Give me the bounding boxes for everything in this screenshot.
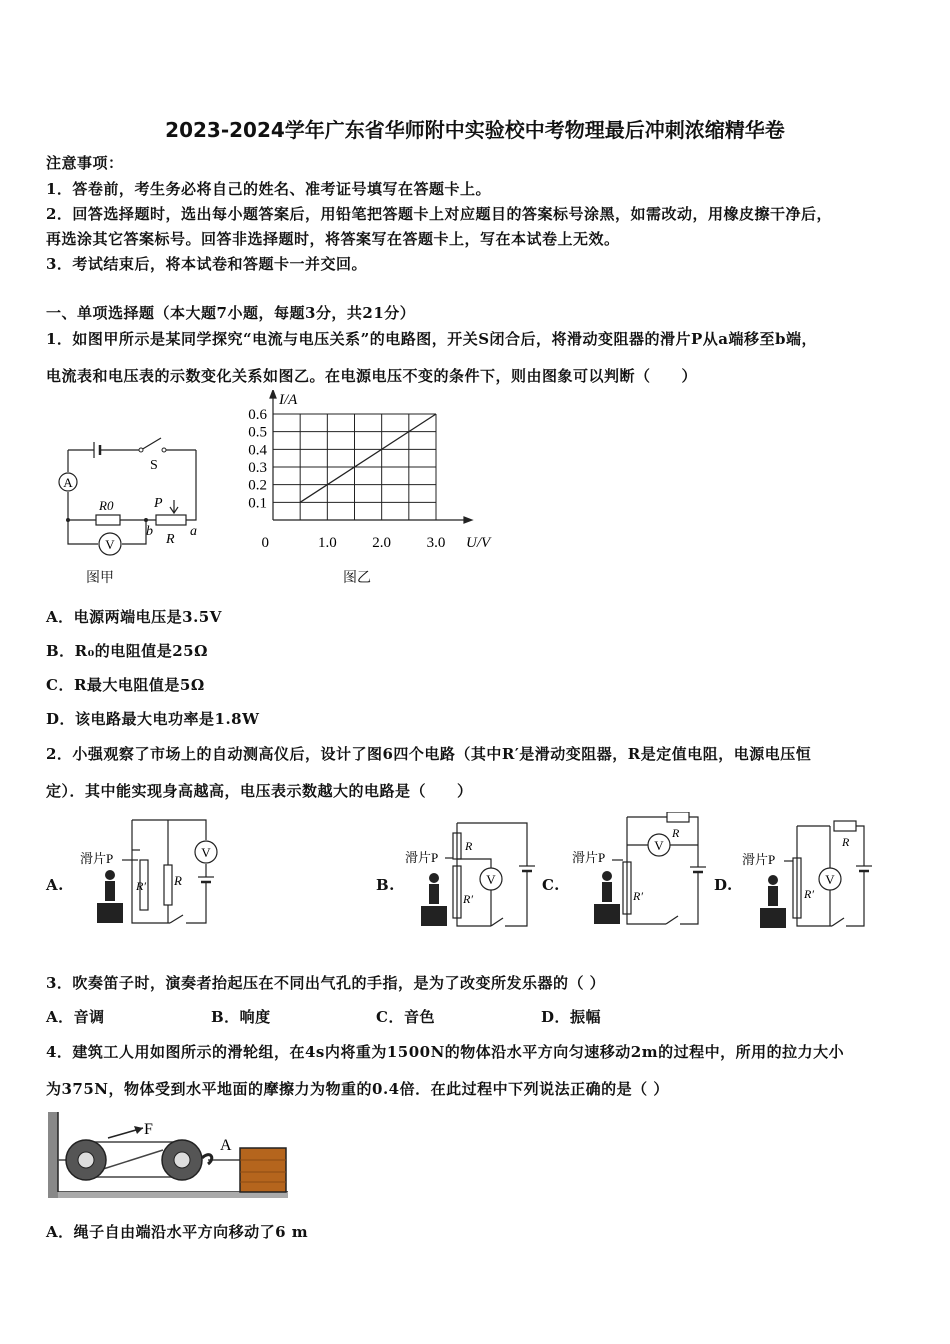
person-figure (97, 870, 123, 923)
ammeter-label: A (63, 475, 73, 490)
voltmeter-label: V (486, 872, 496, 887)
page-title: 2023-2024学年广东省华师附中实验校中考物理最后冲刺浓缩精华卷 (165, 118, 785, 142)
notice-item: 3．考试结束后，将本试卷和答题卡一并交回。 (46, 255, 367, 273)
r-label: R (465, 839, 473, 853)
q1-option-b: B．R₀的电阻值是25Ω (46, 642, 208, 660)
y-axis-arrow (270, 390, 276, 398)
q4-stem-line1: 4．建筑工人用如图所示的滑轮组，在4s内将重为1500N的物体沿水平方向匀速移动2m的过程中，所用的拉力大小 (46, 1043, 845, 1061)
q1-option-c: C．R最大电阻值是5Ω (46, 676, 205, 694)
person-figure (594, 871, 620, 924)
x-tick-label: 2.0 (372, 535, 392, 551)
r-label: R (174, 873, 182, 888)
q2-circuit-c (572, 812, 712, 932)
end-b-label: b (146, 524, 153, 539)
q2-option-d: D. (714, 876, 733, 894)
notice-item: 2．回答选择题时，选出每小题答案后，用铅笔把答题卡上对应题目的答案标号涂黑，如需改动，用橡皮擦干净后， (46, 205, 832, 223)
slider-label: 滑片P (405, 850, 439, 865)
slider-label: P (154, 496, 163, 511)
slider-label: 滑片P (742, 852, 776, 867)
y-tick-label: 0.6 (248, 407, 267, 423)
q3-option-d: D．振幅 (541, 1008, 602, 1026)
r0-label: R0 (99, 498, 114, 513)
origin-label: 0 (261, 535, 269, 551)
q2-circuit-b (405, 818, 540, 933)
q1-circuit-diagram (46, 432, 216, 567)
voltmeter-label: V (825, 872, 835, 887)
y-tick-label: 0.3 (248, 460, 267, 476)
rprime-label: R′ (804, 887, 814, 901)
q3-option-b: B．响度 (211, 1008, 271, 1026)
x-axis-label: U/V (466, 535, 491, 551)
q3-stem: 3．吹奏笛子时，演奏者抬起压在不同出气孔的手指，是为了改变所发乐器的（ ） (46, 974, 606, 992)
section-heading: 一、单项选择题（本大题7小题，每题3分，共21分） (46, 304, 416, 322)
end-a-label: a (190, 524, 197, 539)
x-tick-label: 1.0 (317, 535, 337, 551)
q2-stem-line1: 2．小强观察了市场上的自动测高仪后，设计了图6四个电路（其中R′是滑动变阻器，R是定值电阻，电源电压恒 (46, 745, 812, 763)
q2-stem-line2: 定）．其中能实现身高越高，电压表示数越大的电路是（ ） (46, 782, 473, 800)
q4-option-a: A．绳子自由端沿水平方向移动了6 m (46, 1223, 309, 1241)
x-tick-label: 3.0 (426, 535, 446, 551)
q2-circuit-a (80, 815, 230, 930)
notice-heading: 注意事项： (46, 154, 124, 172)
notice-item: 1．答卷前，考生务必将自己的姓名、准考证号填写在答题卡上。 (46, 180, 491, 198)
voltmeter-label: V (654, 838, 664, 853)
point-a-label: A (220, 1137, 232, 1154)
person-figure (421, 873, 447, 926)
slider-label: 滑片P (80, 851, 114, 866)
person-figure (760, 875, 786, 928)
rheostat-label: R (166, 532, 175, 547)
series-line (300, 414, 436, 502)
r-label: R (672, 826, 680, 840)
rprime-label: R′ (136, 879, 146, 893)
q2-option-a: A. (46, 876, 64, 894)
y-tick-label: 0.5 (248, 424, 267, 441)
voltmeter-label: V (201, 845, 211, 860)
x-axis-arrow (464, 517, 472, 523)
q1-option-d: D．该电路最大电功率是1.8W (46, 710, 260, 728)
q4-pulley-diagram (48, 1112, 290, 1202)
slider-label: 滑片P (572, 850, 606, 865)
rprime-label: R′ (633, 889, 643, 903)
q1-option-a: A．电源两端电压是3.5V (46, 608, 222, 626)
q1-iu-chart (236, 390, 506, 565)
q2-option-b: B. (376, 876, 395, 894)
switch-label: S (150, 458, 158, 473)
q1-stem-line1: 1．如图甲所示是某同学探究“电流与电压关系”的电路图，开关S闭合后，将滑动变阻器的滑片P从a端移至b端， (46, 330, 818, 348)
y-axis-label: I/A (279, 392, 298, 408)
q1-stem-line2: 电流表和电压表的示数变化关系如图乙。在电源电压不变的条件下，则由图象可以判断（ ） (46, 367, 698, 385)
q2-option-c: C. (542, 876, 560, 894)
y-tick-label: 0.4 (248, 442, 267, 459)
q2-circuit-d (742, 816, 882, 934)
notice-item: 再选涂其它答案标号。回答非选择题时，将答案写在答题卡上，写在本试卷上无效。 (46, 230, 620, 248)
y-tick-label: 0.1 (248, 495, 267, 512)
rprime-label: R′ (463, 892, 473, 906)
q3-option-a: A．音调 (46, 1008, 105, 1026)
force-label: F (144, 1121, 153, 1138)
q4-stem-line2: 为375N，物体受到水平地面的摩擦力为物重的0.4倍．在此过程中下列说法正确的是（ ） (46, 1080, 669, 1098)
voltmeter-label: V (105, 537, 115, 552)
fig-b-caption: 图乙 (343, 570, 371, 586)
q3-option-c: C．音色 (376, 1008, 435, 1026)
y-tick-label: 0.2 (248, 477, 267, 494)
fig-a-caption: 图甲 (86, 570, 114, 586)
r-label: R (842, 835, 850, 849)
